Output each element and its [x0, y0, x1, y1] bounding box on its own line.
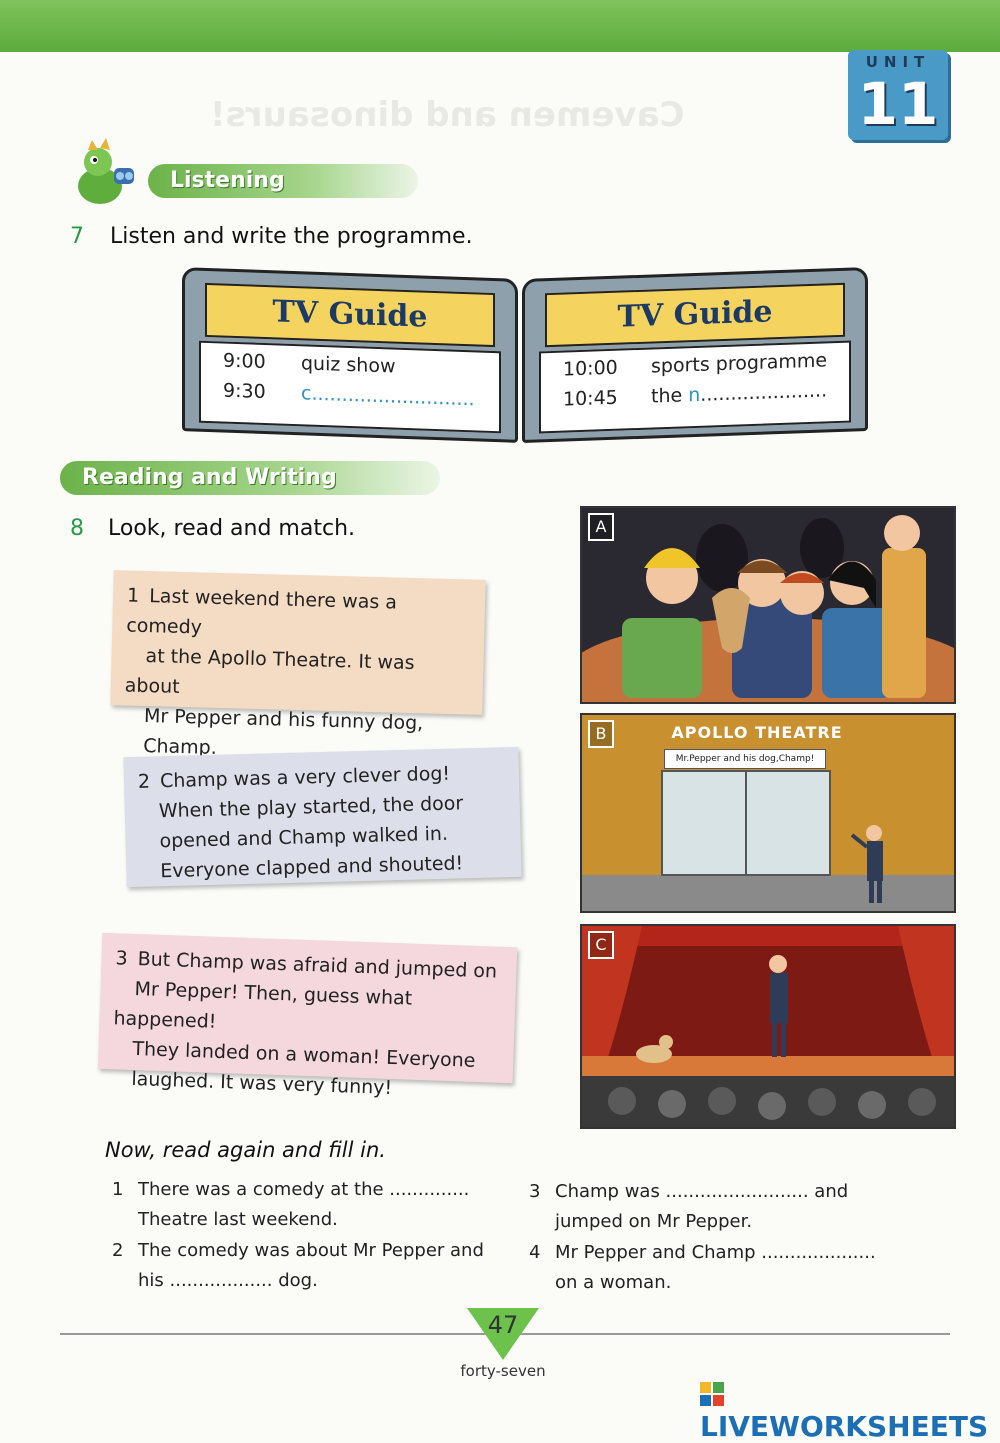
fill-item-2-line2[interactable]: his .................. dog. — [138, 1270, 318, 1291]
picture-b-theatre[interactable] — [580, 713, 956, 913]
fill-item-2: 2 The comedy was about Mr Pepper and his .................. dog. — [112, 1240, 484, 1291]
picture-a-label: A — [588, 513, 614, 541]
theatre-poster: Mr.Pepper and his dog,Champ! — [664, 749, 826, 769]
top-green-bar — [0, 0, 1000, 52]
story-card-1: 1 Last weekend there was a comedy at the Apollo Theatre. It was about Mr Pepper and his funny dog, Champ. — [110, 570, 485, 715]
unit-number: 11 — [857, 70, 939, 138]
tv-row-3: 10:00 sports programme — [563, 349, 828, 381]
ghost-title: Cavemen and dinosaurs! — [210, 95, 685, 135]
answer-blank-c[interactable]: ........................... — [311, 382, 475, 411]
fill-item-3-line1[interactable]: Champ was ......................... and — [555, 1181, 849, 1202]
fill-item-4: 4 Mr Pepper and Champ .................... on a woman. — [529, 1242, 876, 1293]
liveworksheets-grid-icon — [700, 1382, 724, 1406]
dragon-mascot-icon — [70, 138, 140, 208]
fill-in-title: Now, read again and fill in. — [105, 1138, 386, 1162]
tv-guide-book — [182, 265, 872, 437]
reading-writing-section-label: Reading and Writing — [60, 461, 440, 495]
story-card-3: 3 But Champ was afraid and jumped on Mr Pepper! Then, guess what happened! They landed on a woman! Everyone laughed. It was very funny! — [98, 933, 517, 1083]
picture-b-label: B — [588, 720, 614, 748]
exercise-7-number: 7 — [70, 224, 84, 249]
exercise-7-instruction: Listen and write the programme. — [110, 224, 473, 249]
audience-illustration — [582, 508, 956, 704]
fill-item-3: 3 Champ was ......................... and jumped on Mr Pepper. — [529, 1181, 849, 1232]
tv-guide-left-title: TV Guide — [205, 283, 495, 347]
exercise-8-number: 8 — [70, 516, 84, 541]
theatre-sign: APOLLO THEATRE — [671, 723, 843, 742]
tv-row-1: 9:00 quiz show — [223, 349, 396, 378]
stage-illustration — [582, 926, 956, 1129]
liveworksheets-logo[interactable] — [700, 1377, 1000, 1443]
unit-label: UNIT — [865, 53, 931, 71]
picture-c-stage[interactable] — [580, 924, 956, 1129]
story-card-2: 2 Champ was a very clever dog! When the play started, the door opened and Champ walked in. Everyone clapped and shouted! — [123, 747, 521, 887]
page-number-words: forty-seven — [460, 1362, 546, 1380]
fill-item-1: 1 There was a comedy at the .............. Theatre last weekend. — [112, 1179, 470, 1230]
picture-c-label: C — [588, 931, 614, 959]
tv-guide-right-title: TV Guide — [545, 283, 845, 347]
tv-row-4: 10:45 the n..................... — [563, 379, 828, 411]
tv-guide-left-page — [182, 267, 518, 443]
brand-text: LIVEWORKSHEETS — [700, 1410, 989, 1443]
listening-section-label: Listening — [148, 164, 418, 198]
unit-badge — [848, 50, 948, 140]
tv-row-2: 9:30 c........................... — [223, 379, 475, 411]
exercise-8-instruction: Look, read and match. — [108, 516, 356, 541]
fill-item-4-line1[interactable]: Mr Pepper and Champ .................... — [555, 1242, 876, 1263]
answer-blank-n[interactable]: ..................... — [700, 379, 828, 406]
theatre-illustration — [582, 715, 956, 913]
fill-item-1-line1[interactable]: There was a comedy at the .............. — [138, 1179, 470, 1200]
page-number: 47 — [487, 1311, 519, 1339]
picture-a-audience[interactable] — [580, 506, 956, 704]
tv-guide-right-page — [522, 267, 868, 443]
